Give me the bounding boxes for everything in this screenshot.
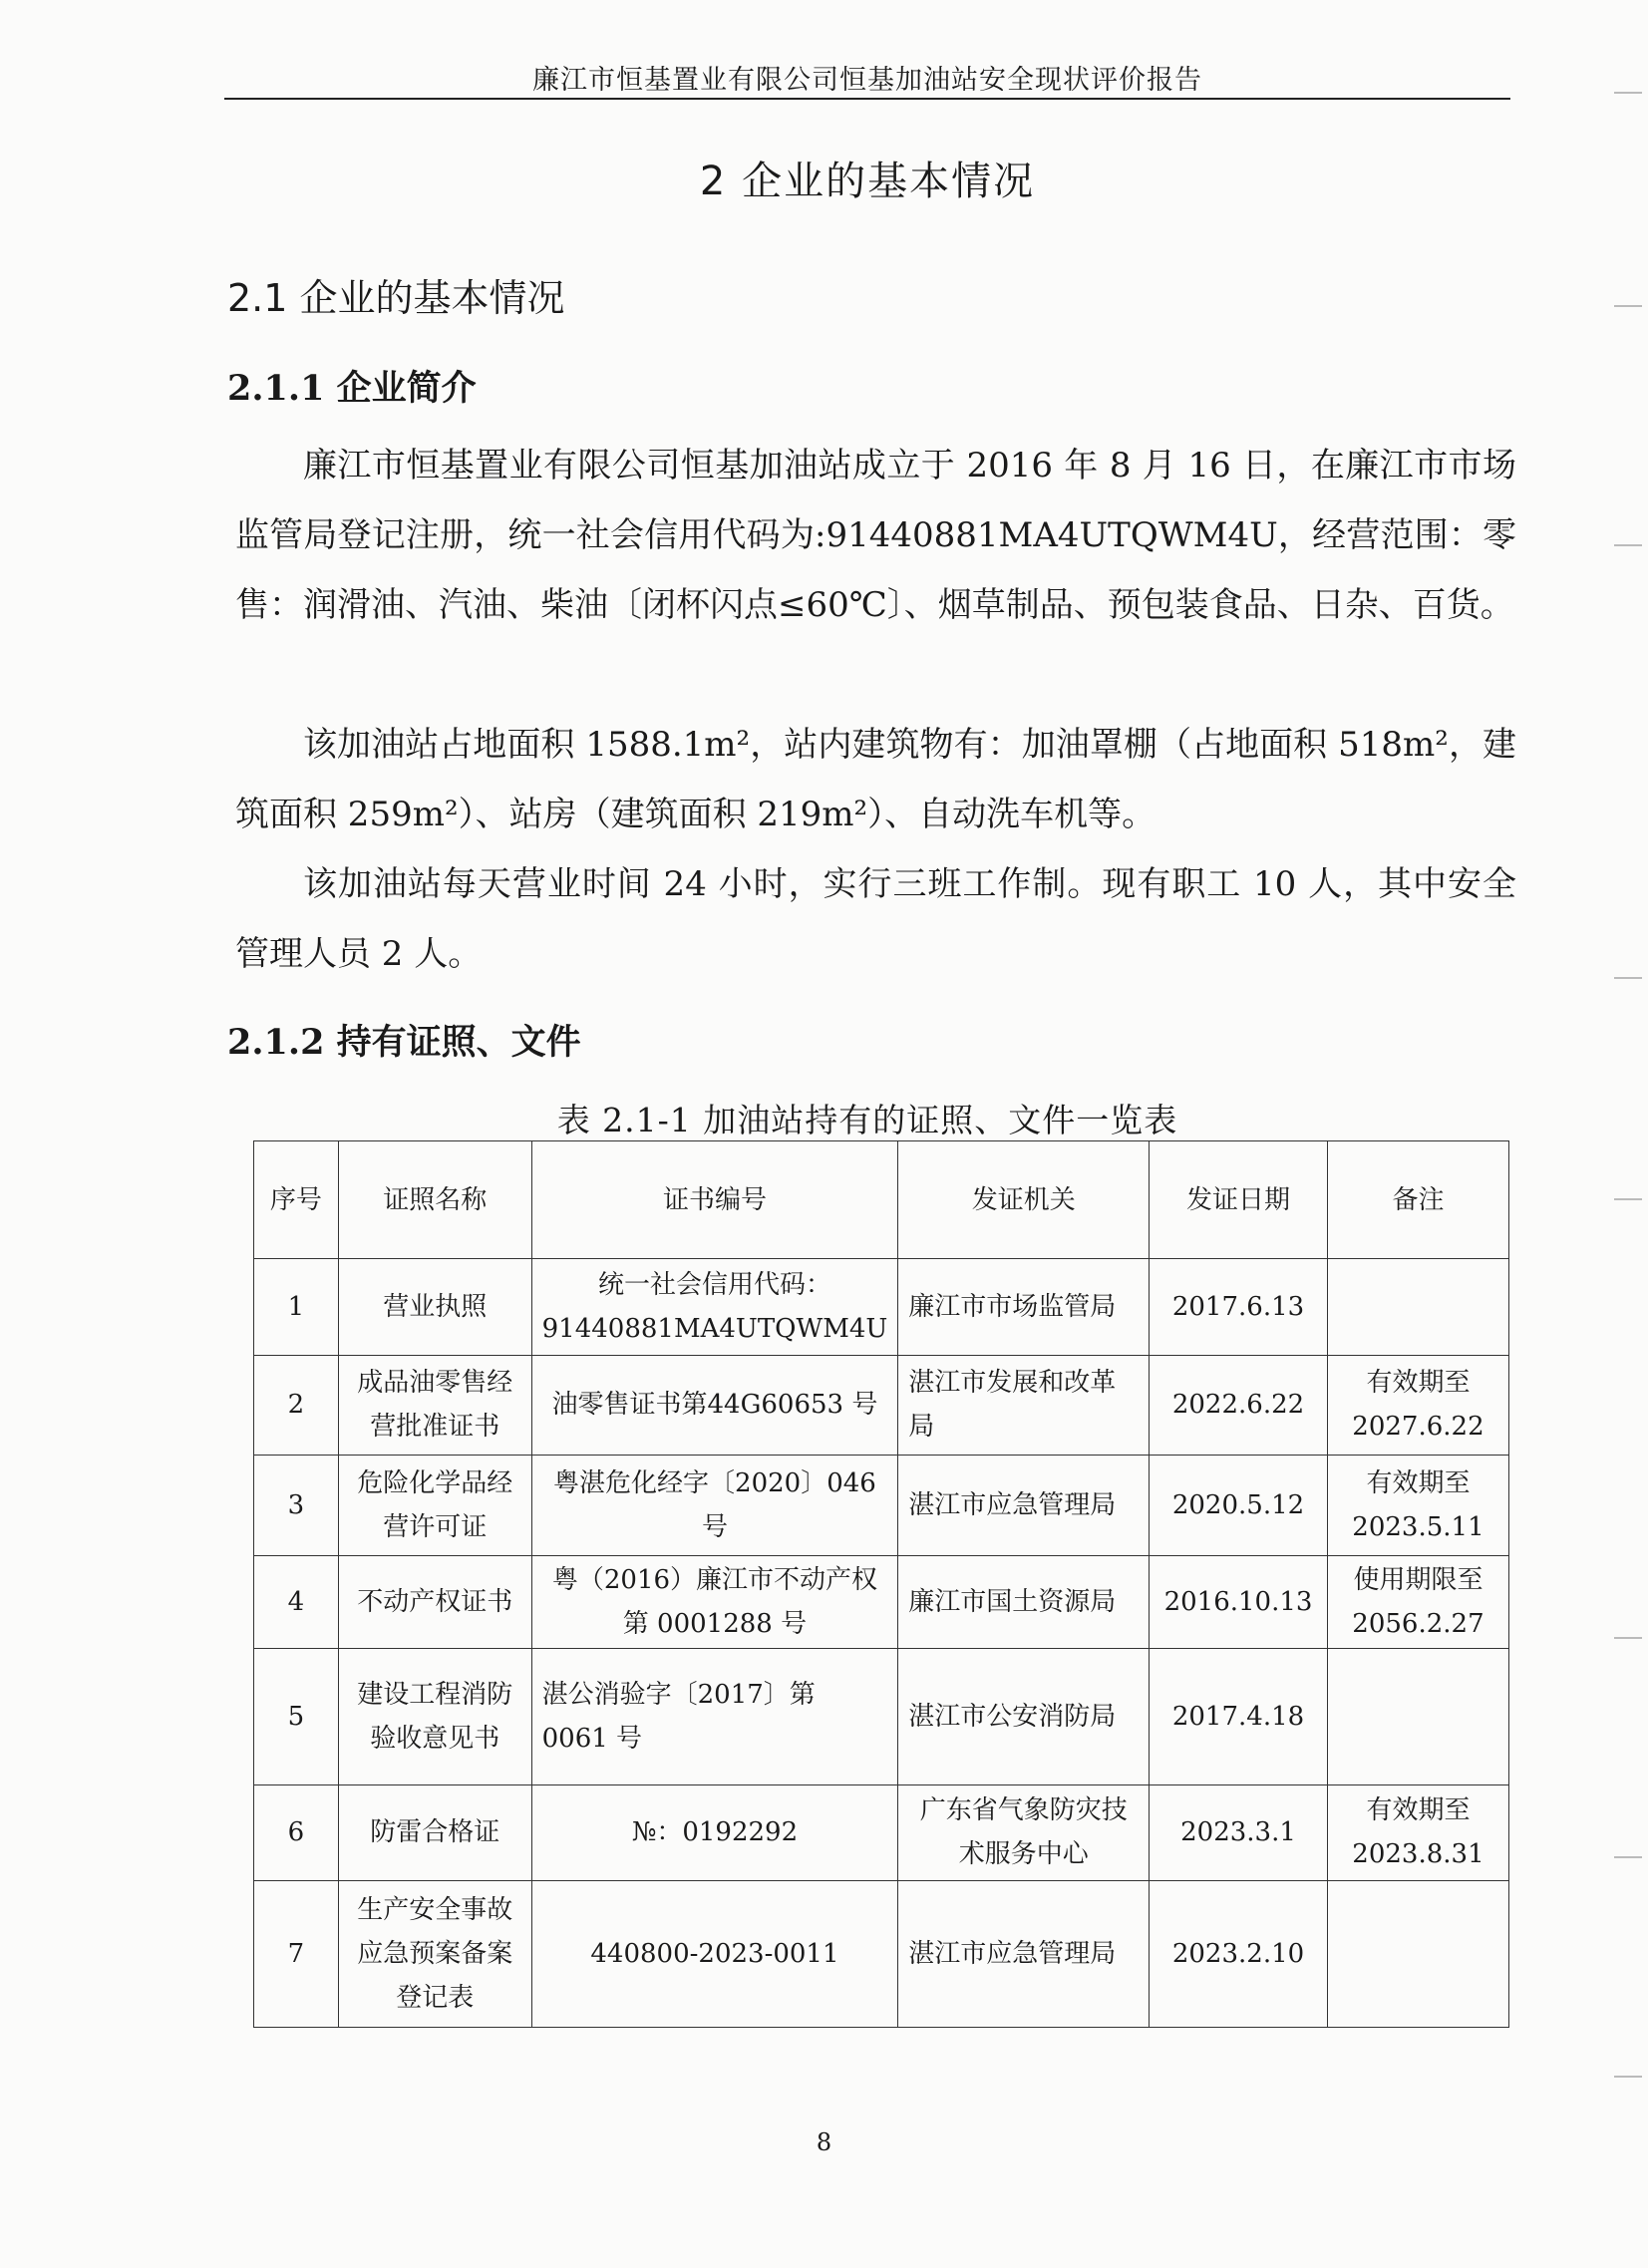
header-cell: 证照名称 xyxy=(338,1141,531,1259)
subsection-title-licenses: 2.1.2 持有证照、文件 xyxy=(227,1022,581,1063)
table-cell: 湛江市应急管理局 xyxy=(898,1456,1150,1556)
subsection-title-intro: 2.1.1 企业简介 xyxy=(227,368,477,409)
table-cell xyxy=(1327,1649,1508,1785)
scan-edge-mark xyxy=(1614,1637,1642,1639)
table-cell: 2020.5.12 xyxy=(1150,1456,1328,1556)
page-number: 8 xyxy=(816,2128,832,2156)
header-rule xyxy=(224,98,1510,100)
table-cell: 2023.2.10 xyxy=(1150,1881,1328,2028)
table-cell: 粤湛危化经字〔2020〕046 号 xyxy=(531,1456,898,1556)
table-header-row xyxy=(254,1141,1509,1259)
table-cell: 1 xyxy=(254,1259,339,1356)
license-table xyxy=(253,1140,1509,2028)
table-cell: 2023.3.1 xyxy=(1150,1784,1328,1881)
table-cell: 湛江市发展和改革局 xyxy=(898,1355,1150,1456)
table-cell: 建设工程消防验收意见书 xyxy=(338,1649,531,1785)
table-cell: 7 xyxy=(254,1881,339,2028)
table-cell: 湛江市应急管理局 xyxy=(898,1881,1150,2028)
table-cell: 使用期限至2056.2.27 xyxy=(1327,1555,1508,1648)
table-cell: 廉江市国土资源局 xyxy=(898,1555,1150,1648)
table-row xyxy=(254,1456,1509,1556)
table-cell: 统一社会信用代码：91440881MA4UTQWM4U xyxy=(531,1259,898,1356)
scan-edge-mark xyxy=(1614,977,1642,979)
table-cell: 有效期至2023.8.31 xyxy=(1327,1784,1508,1881)
scan-edge-mark xyxy=(1614,1198,1642,1200)
table-cell: 廉江市市场监管局 xyxy=(898,1259,1150,1356)
chapter-title: 2 企业的基本情况 xyxy=(699,159,1036,204)
scan-edge-mark xyxy=(1614,92,1642,94)
header-cell: 序号 xyxy=(254,1141,339,1259)
table-cell xyxy=(1327,1259,1508,1356)
table-row xyxy=(254,1784,1509,1881)
header-cell: 发证日期 xyxy=(1150,1141,1328,1259)
scan-edge-mark xyxy=(1614,305,1642,307)
table-row xyxy=(254,1555,1509,1648)
table-cell: 3 xyxy=(254,1456,339,1556)
table-cell: 2 xyxy=(254,1355,339,1456)
table-cell: 6 xyxy=(254,1784,339,1881)
header-cell: 备注 xyxy=(1327,1141,1508,1259)
header-cell: 发证机关 xyxy=(898,1141,1150,1259)
paragraph-staff: 该加油站每天营业时间 24 小时，实行三班工作制。现有职工 10 人，其中安全管理人员 2 人。 xyxy=(235,864,1516,974)
scan-edge-mark xyxy=(1614,2076,1642,2078)
table-cell xyxy=(1327,1881,1508,2028)
table-cell: 5 xyxy=(254,1649,339,1785)
table-cell: №：0192292 xyxy=(531,1784,898,1881)
table-cell: 2017.6.13 xyxy=(1150,1259,1328,1356)
scan-edge-mark xyxy=(1614,1856,1642,1858)
table-row xyxy=(254,1259,1509,1356)
table-cell: 防雷合格证 xyxy=(338,1784,531,1881)
table-cell: 危险化学品经营许可证 xyxy=(338,1456,531,1556)
table-cell: 营业执照 xyxy=(338,1259,531,1356)
table-cell: 油零售证书第44G60653 号 xyxy=(531,1355,898,1456)
table-cell: 湛江市公安消防局 xyxy=(898,1649,1150,1785)
running-header: 廉江市恒基置业有限公司恒基加油站安全现状评价报告 xyxy=(532,65,1202,96)
table-caption: 表 2.1-1 加油站持有的证照、文件一览表 xyxy=(556,1101,1178,1139)
table-cell: 成品油零售经营批准证书 xyxy=(338,1355,531,1456)
table-cell: 生产安全事故应急预案备案登记表 xyxy=(338,1881,531,2028)
table-cell: 不动产权证书 xyxy=(338,1555,531,1648)
paragraph-area: 该加油站占地面积 1588.1m²，站内建筑物有：加油罩棚（占地面积 518m²，建筑面积 259m²）、站房（建筑面积 219m²）、自动洗车机等。 xyxy=(235,725,1516,834)
section-title: 2.1 企业的基本情况 xyxy=(227,276,565,320)
table-cell: 2017.4.18 xyxy=(1150,1649,1328,1785)
table-cell: 粤（2016）廉江市不动产权第 0001288 号 xyxy=(531,1555,898,1648)
table-cell: 4 xyxy=(254,1555,339,1648)
table-cell: 2016.10.13 xyxy=(1150,1555,1328,1648)
header-cell: 证书编号 xyxy=(531,1141,898,1259)
table-cell: 有效期至2027.6.22 xyxy=(1327,1355,1508,1456)
table-cell: 湛公消验字〔2017〕第 0061 号 xyxy=(531,1649,898,1785)
table-cell: 2022.6.22 xyxy=(1150,1355,1328,1456)
table-row xyxy=(254,1649,1509,1785)
table-cell: 广东省气象防灾技术服务中心 xyxy=(898,1784,1150,1881)
table-cell: 440800-2023-0011 xyxy=(531,1881,898,2028)
table-row xyxy=(254,1355,1509,1456)
table-row xyxy=(254,1881,1509,2028)
paragraph-intro: 廉江市恒基置业有限公司恒基加油站成立于 2016 年 8 月 16 日，在廉江市市场监管局登记注册，统一社会信用代码为:91440881MA4UTQWM4U，经营范围：零售：润滑油、汽油、柴油〔闭杯闪点≤60℃〕、烟草制品、预包装食品、日杂、百货。 xyxy=(235,446,1516,625)
table-cell: 有效期至2023.5.11 xyxy=(1327,1456,1508,1556)
scan-edge-mark xyxy=(1614,544,1642,546)
